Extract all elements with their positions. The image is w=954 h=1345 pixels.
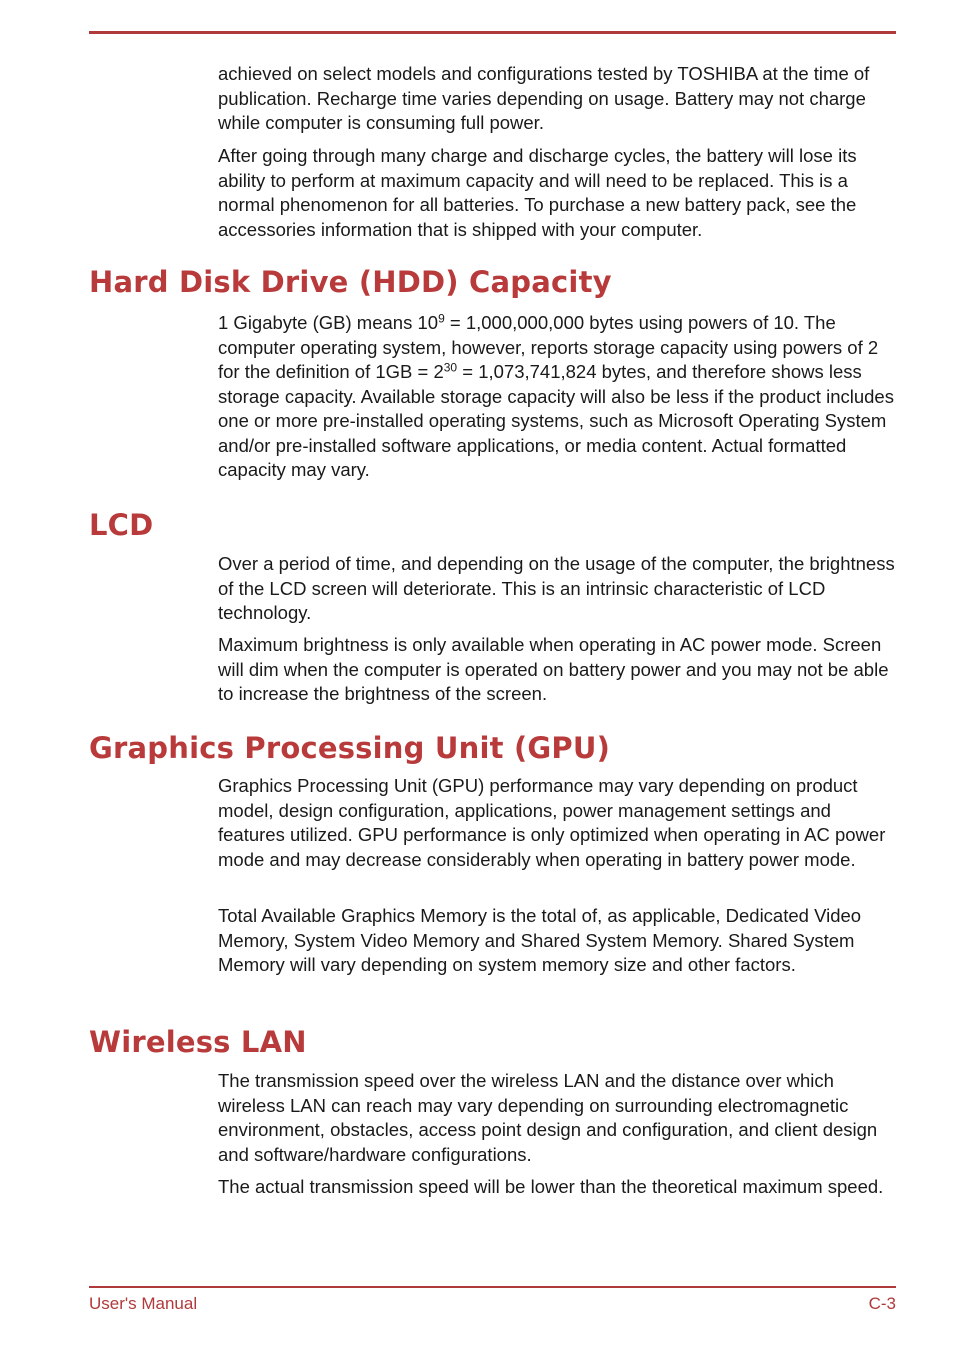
footer-rule — [89, 1286, 896, 1288]
intro-paragraph-1: achieved on select models and configurations tested by TOSHIBA at the time of publication. Recharge time varies depending on usage. Battery may not charge while computer is consuming full power. — [218, 63, 870, 133]
wlan-paragraph-1: The transmission speed over the wireless LAN and the distance over which wireless LAN can reach may vary depending on surrounding electromagnetic environment, obstacles, access point design and configuration, and client design and software/hardware configurations. — [218, 1070, 878, 1165]
header-rule — [89, 31, 896, 34]
lcd-heading: LCD — [89, 508, 154, 542]
wlan-heading: Wireless LAN — [89, 1025, 307, 1059]
hdd-superscript-9: 9 — [438, 311, 445, 326]
lcd-paragraph-1: Over a period of time, and depending on the usage of the computer, the brightness of the LCD screen will deteriorate. This is an intrinsic characteristic of LCD technology. — [218, 553, 895, 623]
hdd-paragraph — [218, 311, 898, 483]
gpu-paragraph-2: Total Available Graphics Memory is the total of, as applicable, Dedicated Video Memory, System Video Memory and Shared System Memory. Shared System Memory will vary depending on system memory size and other factors. — [218, 905, 862, 975]
hdd-superscript-30: 30 — [443, 360, 458, 375]
hdd-text-3: = 1,073,741,824 bytes, and therefore shows less storage capacity. Available storage capacity will also be less if the product includes one or more pre-installed operating systems, such as Microsoft Operating System and/or pre-installed software applications, or media content. Actual formatted capacity may vary. — [218, 361, 894, 480]
hdd-text-1: 1 Gigabyte (GB) means 10 — [218, 312, 439, 333]
intro-paragraph-2: After going through many charge and discharge cycles, the battery will lose its ability to perform at maximum capacity and will need to be replaced. This is a normal phenomenon for all batteries. To purchase a new battery pack, see the accessories information that is shipped with your computer. — [218, 145, 857, 240]
gpu-heading: Graphics Processing Unit (GPU) — [89, 731, 611, 765]
hdd-text-2: = 1,000,000,000 bytes using powers of 10. The computer operating system, however, reports storage capacity using powers of 2 for the definition of 1GB = 2 — [218, 312, 879, 382]
footer-page-number: C-3 — [868, 1294, 896, 1313]
gpu-paragraph-1: Graphics Processing Unit (GPU) performance may vary depending on product model, design configuration, applications, power management settings and features utilized. GPU performance is only optimized when operating in AC power mode and may decrease considerably when operating in battery power mode. — [218, 775, 886, 870]
hdd-heading: Hard Disk Drive (HDD) Capacity — [89, 265, 612, 299]
lcd-paragraph-2: Maximum brightness is only available when operating in AC power mode. Screen will dim when the computer is operated on battery power and you may not be able to increase the brightness of the screen. — [218, 634, 889, 704]
footer-manual-title: User's Manual — [89, 1294, 198, 1313]
wlan-paragraph-2: The actual transmission speed will be lower than the theoretical maximum speed. — [218, 1176, 884, 1197]
